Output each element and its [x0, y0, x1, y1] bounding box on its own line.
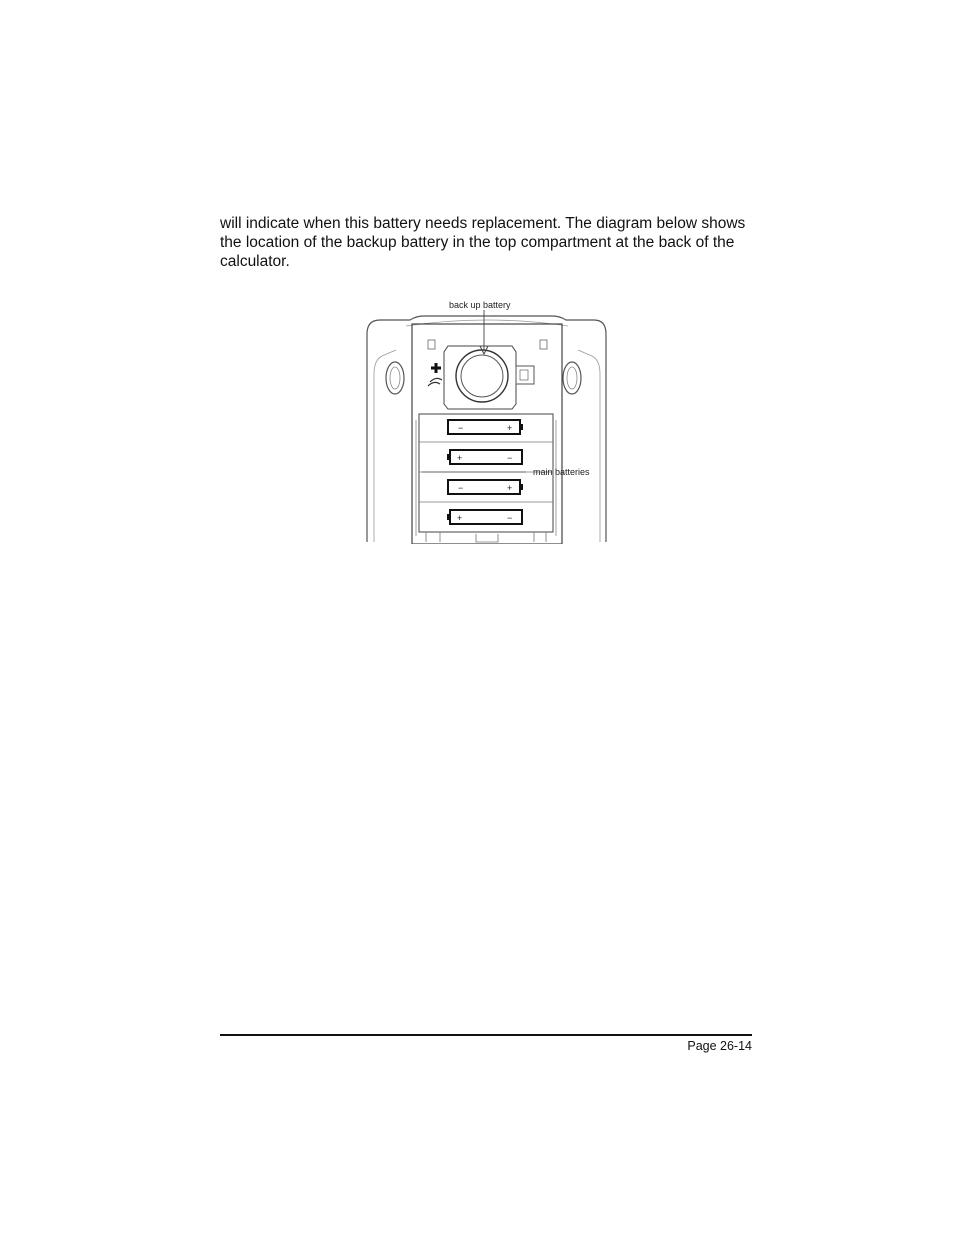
battery-terminal: [447, 454, 450, 460]
screw-hole: [540, 340, 547, 349]
battery-minus-label: −: [507, 453, 513, 463]
body-line: calculator.: [220, 253, 290, 270]
holder-clip: [516, 366, 534, 384]
battery-compartment-figure: [366, 296, 608, 544]
body-line: will indicate when this battery needs replacement. The diagram below shows: [220, 215, 746, 232]
battery-minus-label: −: [458, 483, 464, 493]
battery-plus-label: +: [457, 513, 463, 523]
left-latch-inner: [390, 367, 400, 389]
battery-symbol-icon: [428, 378, 442, 386]
holder-clip-inner: [520, 370, 528, 380]
battery-terminal: [447, 514, 450, 520]
right-latch-inner: [567, 367, 577, 389]
plus-icon: [431, 363, 441, 373]
battery-plus-label: +: [457, 453, 463, 463]
housing-inner-left: [374, 350, 396, 542]
battery-terminal: [520, 484, 523, 490]
main-batteries-label: main batteries: [533, 467, 590, 477]
backup-battery-label: back up battery: [449, 300, 511, 310]
page-number: Page 26-14: [687, 1039, 752, 1053]
battery-diagram: [366, 296, 608, 544]
body-line: the location of the backup battery in the top compartment at the back of the: [220, 234, 735, 251]
screw-hole: [428, 340, 435, 349]
battery-terminal: [520, 424, 523, 430]
backup-battery-inner: [461, 355, 503, 397]
footer-rule: [220, 1034, 752, 1036]
battery-plus-label: +: [507, 423, 513, 433]
body-paragraph: [220, 214, 760, 271]
bottom-tab: [426, 532, 546, 542]
battery-minus-label: −: [458, 423, 464, 433]
housing-top-curve: [406, 320, 568, 326]
battery-plus-label: +: [507, 483, 513, 493]
backup-battery: [456, 350, 508, 402]
battery-minus-label: −: [507, 513, 513, 523]
